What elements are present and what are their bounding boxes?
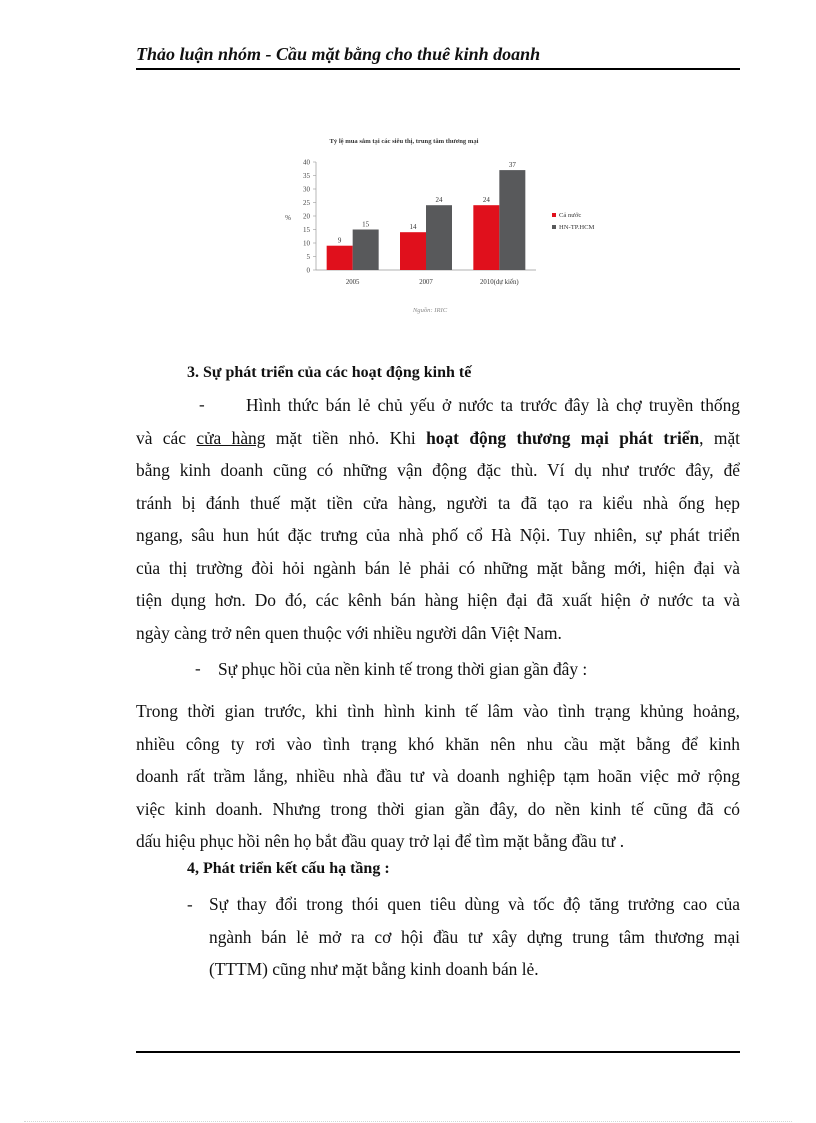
text-line: tiện dụng hơn. Do đó, các kênh bán hàng hiện đại đã xuất hiện ở nước ta và: [136, 590, 740, 610]
text-line: nhiều công ty rơi vào tình trạng khó khăn nên nhu cầu mặt bằng để kinh: [136, 733, 740, 754]
bar: [499, 170, 525, 270]
y-tick-label: 20: [303, 212, 310, 221]
bar-value-label: 15: [362, 220, 370, 229]
text-line: bằng kinh doanh cũng có những vận động đặc thù. Ví dụ như trước đây, để: [136, 460, 740, 480]
bar-value-label: 9: [337, 236, 342, 245]
legend-swatch: [552, 225, 556, 229]
page-header-title: Thảo luận nhóm - Cầu mặt bằng cho thuê kinh doanh: [136, 44, 541, 64]
bar-value-label: 14: [409, 223, 417, 232]
y-tick-label: 25: [303, 198, 310, 207]
text-line: Sự thay đổi trong thói quen tiêu dùng và tốc độ tăng trưởng cao của: [209, 894, 740, 914]
bar: [353, 230, 379, 271]
bar: [473, 205, 499, 270]
footer-divider: [136, 1051, 740, 1053]
legend-label: HN-TP.HCM: [559, 224, 595, 231]
legend-swatch: [552, 213, 556, 217]
y-tick-label: 35: [303, 171, 310, 180]
bold-phrase: hoạt động thương mại phát triển: [426, 427, 700, 448]
section-4-heading: 4, Phát triển kết cấu hạ tầng :: [187, 860, 390, 877]
bullet-dash: -: [195, 659, 201, 678]
y-tick-label: 5: [306, 252, 310, 261]
chart-title: Tỷ lệ mua sắm tại các siêu thị, trung tâm thương mại: [329, 138, 479, 145]
text-line: tránh bị đánh thuế mặt tiền cửa hàng, người ta đã tạo ra kiểu nhà ống hẹp: [136, 492, 740, 513]
bar-value-label: 24: [482, 196, 490, 205]
y-tick-label: 15: [303, 225, 310, 234]
section-4-bullet: [209, 888, 740, 986]
text-line: việc kinh doanh. Nhưng trong thời gian gần đây, do nền kinh tế cũng đã có: [136, 798, 740, 819]
bullet-dash: -: [199, 395, 205, 414]
x-tick-label: 2007: [419, 279, 433, 286]
bar-chart: [270, 128, 630, 328]
section-3-bullet-1: [136, 389, 740, 649]
bullet-dash: -: [187, 895, 193, 914]
shop-link[interactable]: cửa hàng: [196, 427, 266, 448]
text-run: và các: [136, 427, 197, 448]
y-axis-label: %: [285, 214, 291, 222]
bar: [327, 246, 353, 270]
x-tick-label: 2005: [345, 279, 360, 286]
section-3-heading: 3. Sự phát triển của các hoạt động kinh tế: [187, 364, 472, 381]
section-3-paragraph: [136, 695, 740, 858]
text-line: [136, 422, 740, 455]
x-tick-label: 2010(dự kiến): [480, 279, 519, 286]
text-line: ngành bán lẻ mở ra cơ hội đầu tư xây dựng trung tâm thương mại: [209, 926, 740, 947]
text-run: , mặt: [699, 427, 740, 448]
bar: [400, 232, 426, 270]
text-line: ngang, sâu hun hút đặc trưng của nhà phố cổ Hà Nội. Tuy nhiên, sự phát triển: [136, 525, 740, 545]
y-tick-label: 30: [303, 185, 310, 194]
text-line: của thị trường đòi hỏi ngành bán lẻ phải có những mặt bằng mới, hiện đại và: [136, 557, 740, 578]
chart-source: Nguồn: IRIC: [412, 307, 448, 314]
text-line: ngày càng trở nên quen thuộc với nhiều người dân Việt Nam.: [136, 622, 562, 643]
text-line: Hình thức bán lẻ chủ yếu ở nước ta trước đây là chợ truyền thống: [246, 395, 740, 415]
bar: [426, 205, 452, 270]
page-edge: [24, 1121, 792, 1122]
text-line: dấu hiệu phục hồi nên họ bắt đầu quay trở lại để tìm mặt bằng đầu tư .: [136, 831, 625, 851]
text-line: doanh rất trầm lắng, nhiều nhà đầu tư và doanh nghiệp tạm hoãn việc mở rộng: [136, 766, 740, 786]
y-tick-label: 10: [303, 239, 310, 248]
y-tick-label: 40: [303, 158, 310, 167]
text-line: (TTTM) cũng như mặt bằng kinh doanh bán lẻ.: [209, 959, 539, 979]
text-line: Sự phục hồi của nền kinh tế trong thời gian gần đây :: [218, 659, 588, 679]
bar-value-label: 37: [508, 161, 516, 170]
y-tick-label: 0: [306, 266, 310, 275]
bar-chart-svg: [270, 128, 630, 328]
bar-value-label: 24: [435, 196, 443, 205]
section-3-bullet-2: [218, 653, 740, 686]
header-divider: [136, 68, 740, 70]
text-run: mặt tiền nhỏ. Khi: [265, 427, 427, 448]
legend-label: Cả nước: [559, 212, 582, 219]
text-line: Trong thời gian trước, khi tình hình kinh tế lâm vào tình trạng khủng hoảng,: [136, 701, 740, 721]
